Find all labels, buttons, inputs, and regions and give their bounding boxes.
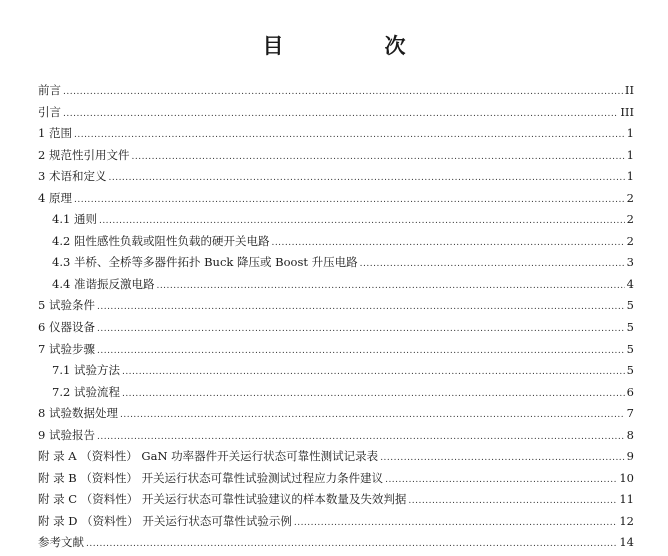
toc-entry-page: 14: [619, 535, 634, 550]
toc-entry-appendix-d[interactable]: [38, 511, 634, 533]
leader-dots: [97, 297, 625, 319]
toc-entry-page: 2: [626, 233, 634, 248]
toc-entry-7-2[interactable]: [38, 382, 634, 404]
toc-entry-label: 7 试验步骤: [38, 341, 95, 356]
toc-entry-2[interactable]: [38, 145, 634, 167]
toc-entry-page: 5: [626, 298, 634, 313]
toc-entry-label: 7.2 试验流程: [52, 384, 120, 399]
toc-entry-appendix-a[interactable]: [38, 446, 634, 468]
leader-dots: [99, 211, 625, 233]
toc-entry-label: 1 范围: [38, 126, 72, 141]
leader-dots: [63, 104, 618, 126]
leader-dots: [122, 384, 625, 406]
toc-entry-label: 附 录 D （资料性） 开关运行状态可靠性试验示例: [38, 513, 292, 528]
toc-entry-page: 8: [626, 427, 634, 442]
toc-entry-page: 1: [626, 169, 634, 184]
toc-entry-appendix-c[interactable]: [38, 489, 634, 511]
toc-entry-label: 参考文献: [38, 535, 84, 550]
toc-entry-1[interactable]: [38, 123, 634, 145]
toc-entry-4-2[interactable]: [38, 231, 634, 253]
toc-entry-foreword[interactable]: [38, 80, 634, 102]
leader-dots: [360, 254, 625, 276]
toc-entry-page: 11: [619, 492, 634, 507]
toc-entry-label: 4 原理: [38, 190, 72, 205]
toc-entry-7[interactable]: [38, 339, 634, 361]
leader-dots: [380, 448, 624, 470]
toc-entry-page: III: [620, 104, 634, 119]
toc-entry-page: 3: [626, 255, 634, 270]
table-of-contents: [38, 80, 634, 554]
toc-entry-label: 4.1 通则: [52, 212, 97, 227]
leader-dots: [108, 168, 624, 190]
toc-entry-6[interactable]: [38, 317, 634, 339]
leader-dots: [97, 427, 625, 449]
toc-entry-4-4[interactable]: [38, 274, 634, 296]
page-title: 目 次: [262, 33, 446, 58]
toc-entry-7-1[interactable]: [38, 360, 634, 382]
toc-entry-page: 12: [619, 513, 634, 528]
toc-entry-label: 4.3 半桥、全桥等多器件拓扑 Buck 降压或 Boost 升压电路: [52, 255, 358, 270]
toc-entry-page: 2: [626, 212, 634, 227]
leader-dots: [408, 491, 617, 513]
toc-entry-page: 1: [626, 126, 634, 141]
toc-entry-page: 6: [626, 384, 634, 399]
toc-entry-page: 2: [626, 190, 634, 205]
toc-entry-label: 8 试验数据处理: [38, 406, 118, 421]
toc-entry-page: 4: [626, 276, 634, 291]
leader-dots: [120, 405, 625, 427]
leader-dots: [271, 233, 624, 255]
leader-dots: [122, 362, 625, 384]
toc-entry-label: 2 规范性引用文件: [38, 147, 130, 162]
leader-dots: [86, 534, 617, 556]
toc-entry-3[interactable]: [38, 166, 634, 188]
toc-entry-label: 9 试验报告: [38, 427, 95, 442]
toc-entry-bibliography[interactable]: [38, 532, 634, 554]
toc-entry-label: 6 仪器设备: [38, 320, 95, 335]
toc-entry-4-1[interactable]: [38, 209, 634, 231]
toc-entry-4[interactable]: [38, 188, 634, 210]
toc-entry-label: 前言: [38, 83, 61, 97]
toc-entry-page: 7: [626, 406, 634, 421]
leader-dots: [156, 276, 624, 298]
toc-entry-page: 10: [619, 470, 634, 485]
toc-entry-introduction[interactable]: [38, 102, 634, 124]
toc-entry-page: 1: [626, 147, 634, 162]
toc-entry-4-3[interactable]: [38, 252, 634, 274]
leader-dots: [97, 341, 625, 363]
toc-entry-label: 3 术语和定义: [38, 169, 107, 184]
toc-entry-label: 4.2 阻性感性负载或阻性负载的硬开关电路: [52, 233, 270, 248]
toc-entry-page: 9: [626, 449, 634, 464]
toc-entry-label: 附 录 A （资料性） GaN 功率器件开关运行状态可靠性测试记录表: [38, 449, 379, 464]
leader-dots: [74, 190, 625, 212]
toc-entry-label: 附 录 B （资料性） 开关运行状态可靠性试验测试过程应力条件建议: [38, 470, 384, 485]
toc-entry-label: 附 录 C （资料性） 开关运行状态可靠性试验建议的样本数量及失效判据: [38, 492, 407, 507]
toc-entry-page: 5: [626, 320, 634, 335]
toc-entry-label: 4.4 准谐振反激电路: [52, 276, 155, 291]
leader-dots: [294, 513, 618, 535]
leader-dots: [97, 319, 625, 341]
leader-dots: [74, 125, 625, 147]
toc-entry-page: 5: [626, 341, 634, 356]
toc-entry-label: 7.1 试验方法: [52, 363, 120, 378]
toc-entry-page: II: [624, 83, 634, 97]
leader-dots: [131, 147, 624, 169]
toc-entry-label: 引言: [38, 104, 61, 119]
toc-entry-5[interactable]: [38, 295, 634, 317]
toc-entry-appendix-b[interactable]: [38, 468, 634, 490]
toc-entry-8[interactable]: [38, 403, 634, 425]
leader-dots: [385, 470, 617, 492]
toc-entry-label: 5 试验条件: [38, 298, 95, 313]
leader-dots: [63, 82, 623, 104]
toc-entry-9[interactable]: [38, 425, 634, 447]
toc-entry-page: 5: [626, 363, 634, 378]
